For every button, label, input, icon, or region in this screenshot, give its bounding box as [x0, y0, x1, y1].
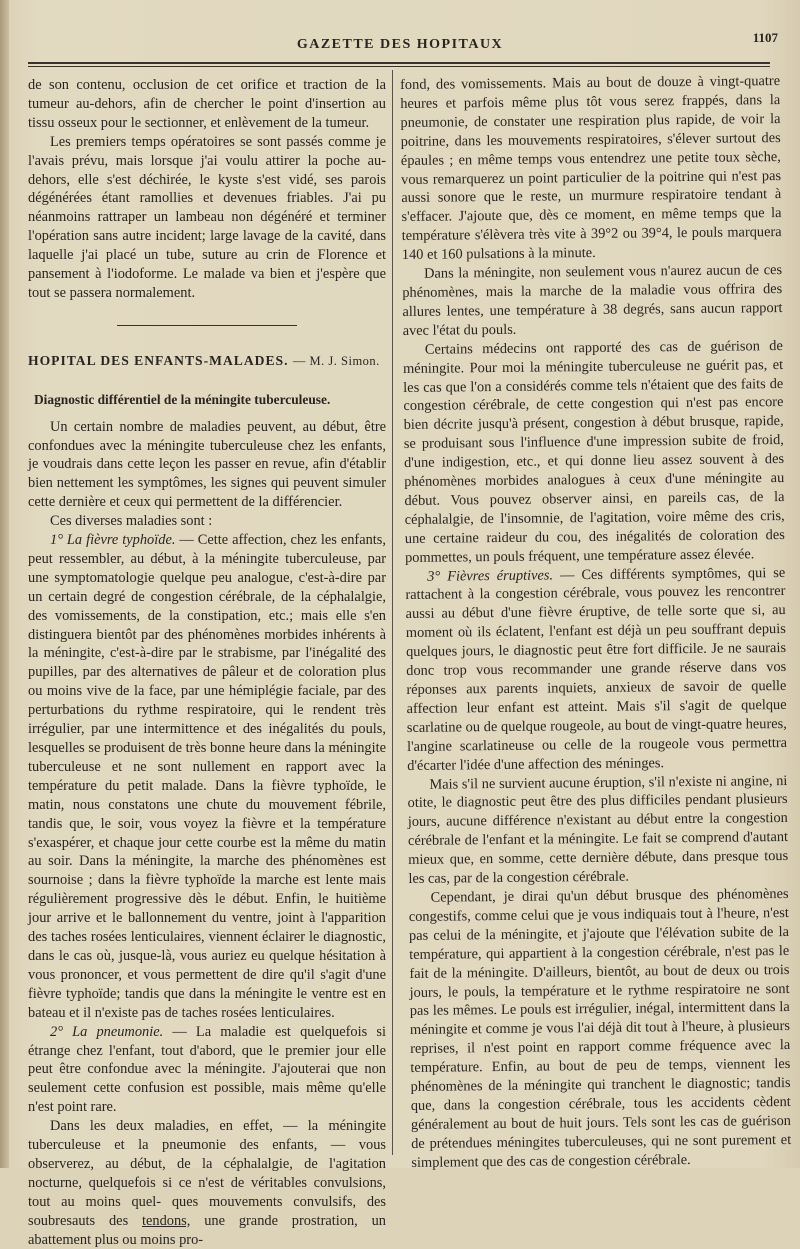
paragraph — [28, 1023, 386, 1118]
underlined-word: tendons, — [142, 1212, 191, 1229]
header-double-rule — [28, 62, 770, 67]
paragraph: Ces diverses maladies sont : — [50, 513, 213, 530]
paragraph: Mais s'il ne survient aucune éruption, s'il n'existe ni angine, ni otite, le diagnostic peut être des plus difficiles pendant plusieurs jours, aucune différence n'existant au début entre la congestion cérébrale de l'enfant et la méningite. Le fait se comprend d'autant mieux que, en somme, cette dernière débute, dans presque tous les cas, par de la congestion cérébrale. — [407, 772, 789, 888]
paragraph: Un certain nombre de maladies peuvent, au début, être confondues avec la méningite tuberculeuse chez les enfants, je voudrais dans cette leçon les passer en revue, afin d'établir bien nettement les symptômes, les signes qui peuvent simuler cette dernière et ceux qui permettent de la différencier. — [28, 418, 386, 511]
section-author: — M. J. Simon. — [292, 353, 380, 368]
lecture-title: Diagnostic différentiel de la méningite tuberculeuse. — [34, 391, 331, 407]
paragraph — [28, 1117, 386, 1249]
page-header — [28, 30, 778, 60]
paragraph-label: 3° Fièvres éruptives. — [427, 566, 554, 585]
column-divider — [392, 70, 393, 1155]
section-ornament-rule — [28, 317, 386, 336]
page-binding-edge — [0, 0, 9, 1168]
right-column — [400, 72, 791, 1172]
paragraph-text: ques mouvements convulsifs, des soubresauts des — [28, 1193, 387, 1229]
paragraph: Certains médecins ont rapporté des cas de guérison de méningite. Pour moi la méningite tuberculeuse ne guérit pas, et les cas que l'on a considérés comme tels n'étaient que des faits de congestion cérébrale, de cette congestion qui n'est pas encore bien décrite jusqu'à présent, congestion à début brusque, rapide, se produisant sous l'influence d'une impression subite de froid, d'une indigestion, etc., et qui donne lieu assez souvent à des phénomènes morbides analogues à ceux d'une méningite au début. Vous pouvez observer ainsi, en pareils cas, de la céphalalgie, de l'insomnie, de l'agitation, voire même des cris, une certaine raideur du cou, des inégalités de coloration des pommettes, un pouls fréquent, une température assez élevée. — [402, 337, 785, 566]
page-number: 1107 — [752, 30, 778, 45]
paragraph: Dans la méningite, non seulement vous n'aurez aucun de ces phénomènes, mais la marche de la maladie vous offrira des allures lentes, une température à 38 degrés, sans aucun rapport avec l'état du pouls. — [402, 262, 783, 339]
paragraph-text: — Ces différents symptômes, qui se rattachent à la congestion cérébrale, vous pouvez les rencontrer aussi au début d'une fièvre éruptive, de telle sorte que si, au moment où ils éclatent, l'enfant est déjà un peu souffrant depuis quelques jours, le diagnostic peut être fort difficile. Je ne saurais donc trop vous recommander une grande réserve dans vos réponses aux parents inquiets, anxieux de savoir de quelle affection leur enfant est atteint. Mais s'il s'agit de quelque scarlatine ou de quelque rougeole, au bout de vingt-quatre heures, l'angine scarlatineuse ou celle de la rougeole vous permettra d'écarter l'idée d'une affection des méninges. — [405, 564, 788, 774]
section-title — [28, 352, 386, 371]
paragraph-text: Dans les deux maladies, en effet, — la méningite tuberculeuse et la pneumonie des enfants, — vous observerez, au début, de la céphalalgie, de l'agitation nocturne, quelquefois si ce n'est de véritables convulsions, tout au moins quel- — [28, 1118, 386, 1210]
paragraph-text: — Cette affection, chez les enfants, peut ressembler, au début, à la méningite tuberculeuse, par une symptomatologie quelque peu analogue, c'est-à-dire par un certain degré de congestion cérébrale, de la céphalalgie, des vomissements, de la constipation, etc.; mais elle s'en distinguera bientôt par des phénomènes morbides inhérents à la méningite, c'est-à-dire par le strabisme, par l'inégalité des pupilles, par des alternatives de pâleur et de coloration plus ou moins vive de la face, par une hémiplégie faciale, par des perturbations du rythme respiratoire, qui le rendent très irrégulier, par une intermittence et des inégalités du pouls, lesquelles se produisent de très bonne heure dans la méningite tuberculeuse et ne sont nullement en rapport avec la température du petit malade. Dans la fièvre typhoïde, le matin, nous constatons une chute du mouvement fébrile, tandis que, le soir, vous voyez la fièvre et la température s'exaspérer, et chaque jour cette courbe est la même du matin au soir. Dans la méningite, la marche des phénomènes est sournoise ; dans la fièvre typhoïde la marche est lente mais régulièrement progressive dès le début. Enfin, le huitième jour arrive et le ballonnement du ventre, joint à l'apparition des taches rosées lenticulaires, viennent éclairer le diagnostic, dans le cas où, jusque-là, vous auriez eu quelque hésitation à vous prononcer, et vous permettent de dire qu'il s'agit d'une fièvre typhoïde; tandis que dans la méningite le ventre est en bateau et il n'existe pas de taches rosées lenticulaires. — [28, 532, 386, 1021]
paragraph: Cependant, je dirai qu'un début brusque des phénomènes congestifs, comme celui que je vous indiquais tout à l'heure, n'est pas celui de la méningite, et j'ajoute que l'élévation subite de la température, qui appartient à la congestion cérébrale, n'est pas le fait de la méningite. D'ailleurs, bientôt, au bout de deux ou trois jours, le pouls, la température et le rythme respiratoire ne sont pas les mêmes. Le pouls est irrégulier, inégal, intermittent dans la méningite et comme je vous l'ai déjà dit tout à l'heure, à plusieurs reprises, il n'est point en rapport comme fréquence avec la température. Enfin, au bout de peu de temps, viennent les phénomènes de la méningite qui tranchent le diagnostic; tandis que, dans la congestion cérébrale, tous les accidents cèdent généralement au bout de huit jours. Tels sont les cas de guérison de prétendues méningites tuberculeuses, qui ne sont purement et simplement que des cas de congestion cérébrale. — [408, 885, 792, 1171]
paragraph: de son contenu, occlusion de cet orifice et traction de la tumeur au-dehors, afin de chercher le point d'insertion au tissu osseux pour le sectionner, et enlèvement de la tumeur. — [28, 77, 386, 131]
paragraph: Les premiers temps opératoires se sont passés comme je l'avais prévu, mais lorsque j'ai voulu attirer la poche au-dehors, elle s'est déchirée, le kyste s'est vidé, ses parois dégénérées étant ramollies et devenues friables. J'ai pu néanmoins rattraper un lambeau non dégénéré et terminer l'opération sans autre incident; large lavage de la cavité, dans laquelle j'ai placé un tube, suture au crin de Florence et pansement à l'iodoforme. Le malade va bien et j'espère que tout se passera normalement. — [28, 133, 386, 301]
paragraph-text: — La maladie est quelquefois si étrange chez l'enfant, tout d'abord, que le premier jour elle peut être confondue avec la méningite. J'ajouterai que non seulement cette confusion est possible, mais même qu'elle n'est point rare. — [28, 1023, 386, 1116]
paragraph-label: 1° La fièvre typhoïde. — [50, 532, 176, 549]
running-title: GAZETTE DES HOPITAUX — [296, 37, 504, 52]
paragraph-text: une grande prostration, un abattement plus ou moins pro- — [28, 1212, 386, 1248]
paragraph — [405, 564, 787, 776]
hospital-name: HOPITAL DES ENFANTS-MALADES. — [28, 352, 289, 368]
paragraph: fond, des vomissements. Mais au bout de douze à vingt-quatre heures et parfois même plus tôt vous serez frappés, dans la pneumonie, de constater une respiration plus rapide, de voir la poitrine, dans les mouvements respiratoires, s'élever surtout des épaules ; en même temps vous entendrez une petite toux sèche, vous remarquerez un point particulier de la poitrine qui n'est pas aussi sonore que le reste, un murmure respiratoire tendant à s'effacer. J'ajoute que, dès ce moment, en même temps que la température s'élèvera très vite à 39°2 ou 39°4, le pouls marquera 140 et 160 pulsations à la minute. — [400, 73, 782, 264]
paragraph — [28, 531, 386, 1023]
paragraph-label: 2° La pneumonie. — [50, 1023, 164, 1040]
left-column — [28, 76, 386, 1249]
